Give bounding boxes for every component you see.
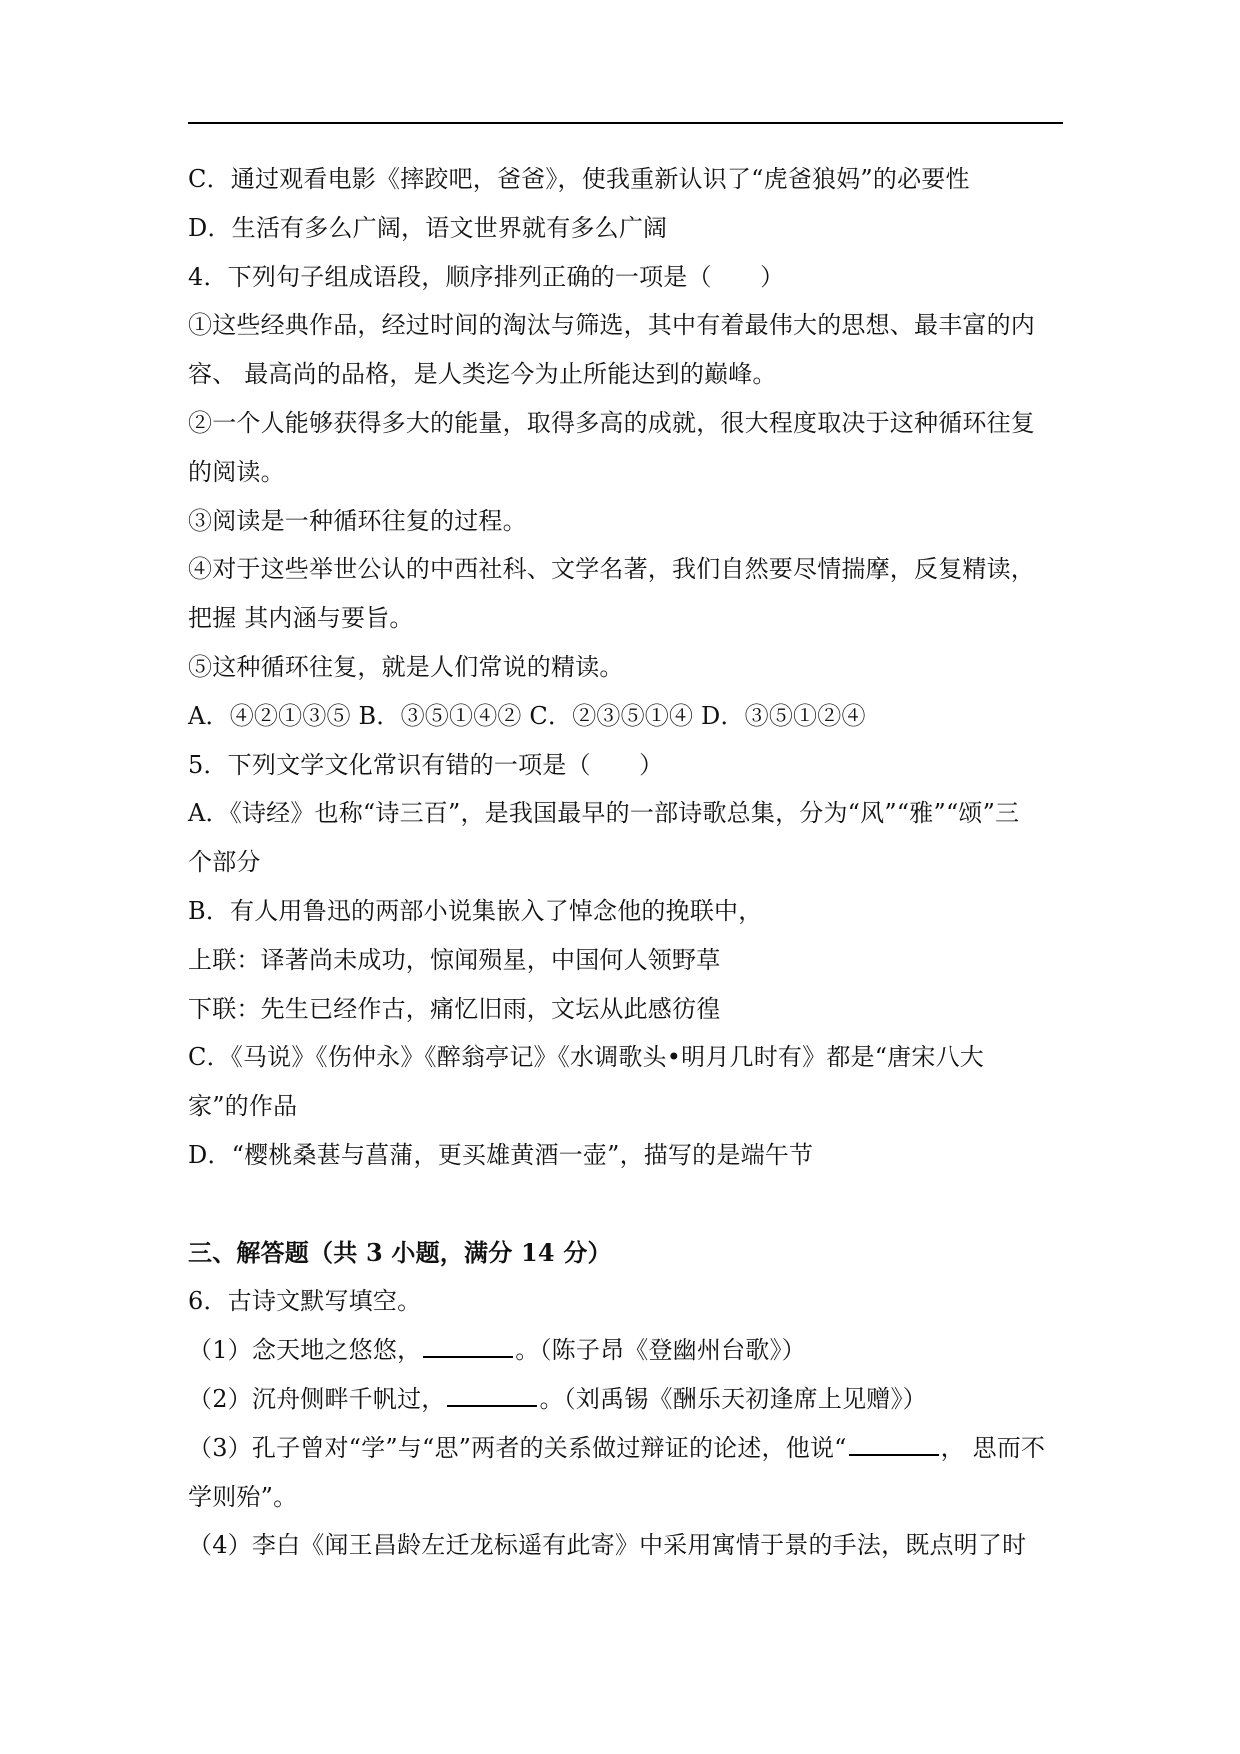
question-6-item-4: （4）李白《闻王昌龄左迁龙标遥有此寄》中采用寓情于景的手法，既点明了时	[188, 1531, 1027, 1560]
sentence-4-line-2: 把握 其内涵与要旨。	[188, 604, 414, 633]
section-heading: 三、解答题（共 3 小题，满分 14 分）	[188, 1237, 612, 1267]
item-2-suffix: 。（刘禹锡《酬乐天初逢席上见赠》）	[539, 1384, 927, 1413]
option-a-q5-line-1: A．《诗经》也称“诗三百”，是我国最早的一部诗歌总集，分为“风”“雅”“颂”三	[188, 799, 1020, 828]
sentence-1-line-1: ①这些经典作品，经过时间的淘汰与筛选，其中有着最伟大的思想、最丰富的内	[188, 311, 1035, 340]
item-2-prefix: （2）沉舟侧畔千帆过，	[188, 1384, 446, 1413]
item-1-prefix: （1）念天地之悠悠，	[188, 1336, 422, 1365]
question-5-title: 5．下列文学文化常识有错的一项是（ ）	[188, 750, 664, 779]
sentence-2-line-2: 的阅读。	[188, 457, 285, 486]
question-6-title: 6．古诗文默写填空。	[188, 1287, 422, 1316]
sentence-4-line-1: ④对于这些举世公认的中西社科、文学名著，我们自然要尽情揣摩，反复精读，	[188, 555, 1035, 584]
item-3-prefix: （3）孔子曾对“学”与“思”两者的关系做过辩证的论述，他说“	[188, 1433, 847, 1462]
question-4-options: A．④②①③⑤ B．③⑤①④② C．②③⑤①④ D．③⑤①②④	[188, 701, 866, 730]
option-c-q5-line-1: C．《马说》《伤仲永》《醉翁亭记》《水调歌头•明月几时有》都是“唐宋八大	[188, 1043, 984, 1072]
option-b-q5: B．有人用鲁迅的两部小说集嵌入了悼念他的挽联中，	[188, 896, 763, 925]
option-a-q5-line-2: 个部分	[188, 848, 261, 877]
sentence-2-line-1: ②一个人能够获得多大的能量，取得多高的成就，很大程度取决于这种循环往复	[188, 408, 1035, 437]
item-3-suffix: ， 思而不	[940, 1433, 1046, 1462]
option-d-q3: D．生活有多么广阔，语文世界就有多么广阔	[188, 213, 668, 242]
document-body	[188, 155, 1068, 1570]
sentence-3: ③阅读是一种循环往复的过程。	[188, 506, 527, 535]
question-6-item-3-continued: 学则殆”。	[188, 1482, 298, 1511]
option-d-q5: D．“樱桃桑葚与菖蒲，更买雄黄酒一壶”，描写的是端午节	[188, 1140, 814, 1169]
question-6-item-1	[188, 1326, 1068, 1375]
couplet-upper: 上联：译著尚未成功，惊闻殒星，中国何人领野草	[188, 945, 721, 974]
sentence-1-line-2: 容、 最高尚的品格，是人类迄今为止所能达到的巅峰。	[188, 360, 777, 389]
sentence-5: ⑤这种循环往复，就是人们常说的精读。	[188, 652, 624, 681]
option-c-q3: C．通过观看电影《摔跤吧，爸爸》，使我重新认识了“虎爸狼妈”的必要性	[188, 165, 970, 193]
answer-blank-2[interactable]	[447, 1375, 537, 1407]
header-rule	[188, 122, 1063, 124]
section-gap	[188, 1180, 1068, 1229]
answer-blank-3[interactable]	[849, 1424, 939, 1456]
item-1-suffix: 。（陈子昂《登幽州台歌》）	[515, 1336, 806, 1365]
answer-blank-1[interactable]	[423, 1326, 513, 1358]
question-6-item-2	[188, 1375, 1068, 1424]
option-c-q5-line-2: 家”的作品	[188, 1092, 298, 1121]
question-6-item-3	[188, 1424, 1068, 1473]
question-4-title: 4．下列句子组成语段，顺序排列正确的一项是（ ）	[188, 262, 785, 291]
couplet-lower: 下联：先生已经作古，痛忆旧雨，文坛从此感彷徨	[188, 994, 721, 1023]
